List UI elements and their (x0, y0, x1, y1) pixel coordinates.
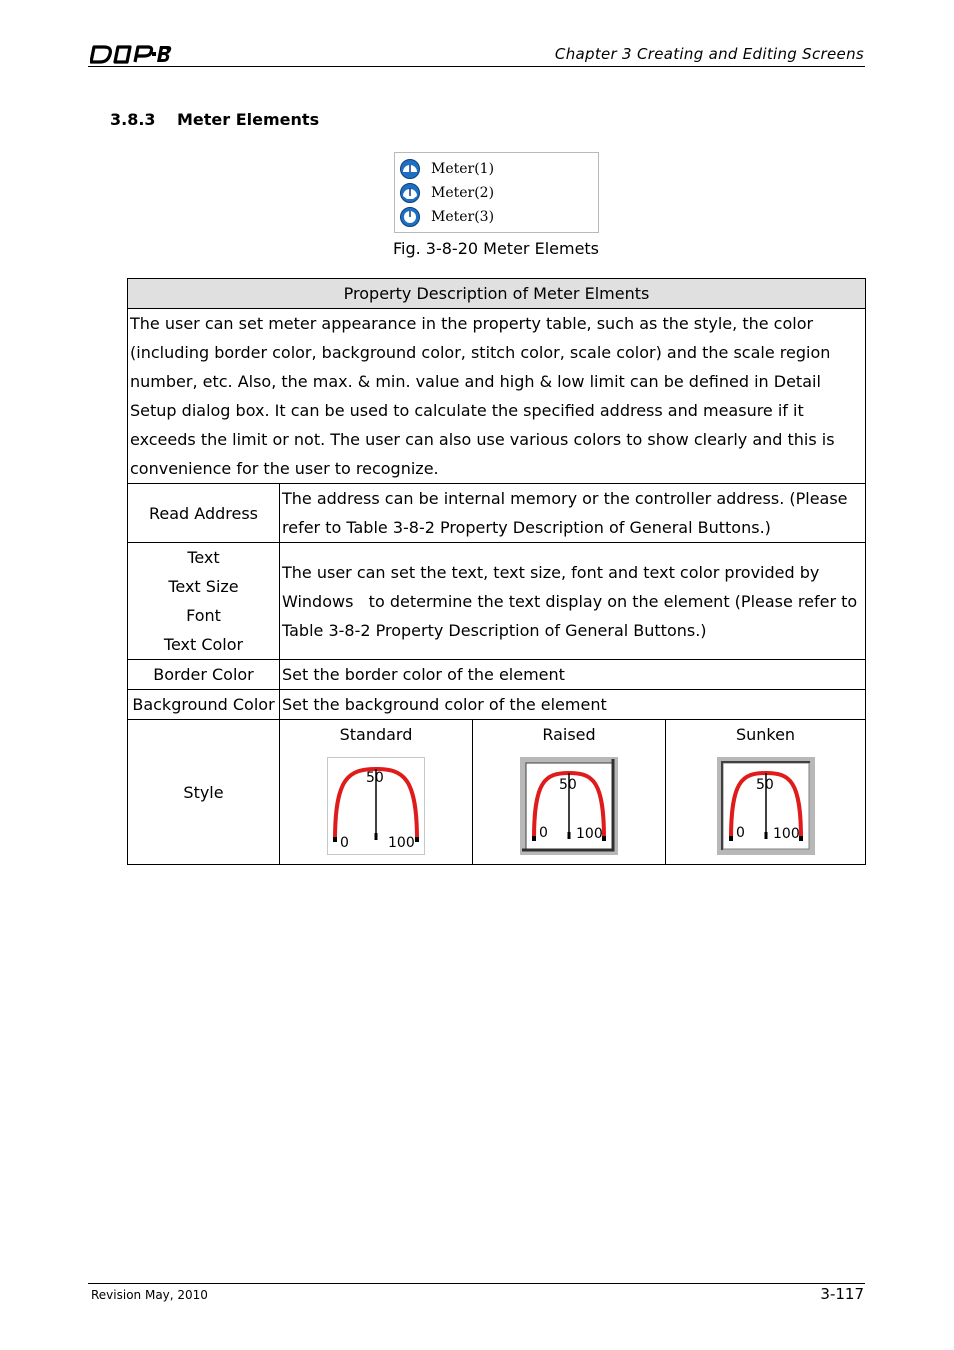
label-line: Text Size (168, 577, 239, 596)
menu-item-label: Meter(1) (431, 161, 495, 177)
revision-date: Revision May, 2010 (91, 1288, 208, 1302)
meter-max-label: 100 (388, 835, 415, 851)
label-line: Text (187, 548, 220, 567)
menu-item-label: Meter(3) (431, 209, 495, 225)
row-label: Read Address (128, 484, 280, 543)
row-description: Set the background color of the element (280, 690, 866, 720)
table-row (128, 484, 866, 543)
style-name: Standard (339, 725, 413, 744)
meter-mid-label: 50 (366, 770, 384, 786)
meter-min-label: 0 (539, 825, 548, 841)
style-option-raised (473, 720, 666, 865)
row-description: Set the border color of the element (280, 660, 866, 690)
label-line: Text Color (163, 635, 244, 654)
style-option-sunken (666, 720, 866, 865)
section-number: 3.8.3 (110, 110, 156, 129)
figure-caption: Fig. 3-8-20 Meter Elemets (392, 239, 600, 258)
meter-max-label: 100 (772, 826, 800, 842)
row-label: Background Color (128, 690, 280, 720)
meter-2-icon (399, 182, 421, 204)
menu-item-meter-2[interactable] (399, 182, 494, 204)
header-divider (88, 66, 865, 67)
row-label: Style (128, 720, 280, 865)
table-title: Property Description of Meter Elments (128, 279, 866, 309)
section-heading (110, 110, 319, 129)
row-description: The user can set the text, text size, font and text color provided by Windows to determine the text display on the element (Please refer to Table 3-8-2 Property Description of General Buttons.) (280, 543, 866, 660)
meter-mid-label: 50 (559, 777, 577, 793)
table-row (128, 660, 866, 690)
meter-mid-label: 50 (755, 777, 774, 793)
table-intro: The user can set meter appearance in the property table, such as the style, the color (including border color, background color, stitch color, scale color) and the scale region number, etc. Also, the max. & min. value and high & low limit can be defined in Detail Setup dialog box. It can be used to calculate the specified address and measure if it exceeds the limit or not. The user can also use various colors to show clearly and this is convenience for the user to recognize. (128, 309, 866, 484)
style-name: Raised (542, 725, 596, 744)
meter-raised-preview (520, 757, 618, 855)
menu-item-meter-1[interactable] (399, 158, 494, 180)
meter-min-label: 0 (735, 825, 745, 841)
meter-sunken-preview (717, 757, 815, 855)
property-table (127, 278, 866, 865)
meter-menu (394, 152, 599, 233)
menu-item-meter-3[interactable] (399, 206, 494, 228)
table-row (128, 543, 866, 660)
table-row (128, 690, 866, 720)
section-title: Meter Elements (177, 110, 320, 129)
dop-b-logo (90, 42, 172, 66)
style-option-standard (280, 720, 473, 865)
table-row (128, 720, 866, 865)
style-name: Sunken (735, 725, 796, 744)
row-description: The address can be internal memory or the controller address. (Please refer to Table 3-8-2 Property Description of General Buttons.) (280, 484, 866, 543)
meter-3-icon (399, 206, 421, 228)
label-line: Font (186, 606, 221, 625)
row-label (128, 543, 280, 660)
chapter-title: Chapter 3 Creating and Editing Screens (554, 45, 864, 63)
meter-max-label: 100 (576, 826, 603, 842)
meter-standard-preview (327, 757, 425, 855)
meter-1-icon (399, 158, 421, 180)
meter-min-label: 0 (340, 835, 349, 851)
page-number: 3-117 (820, 1285, 864, 1303)
footer-divider (88, 1283, 865, 1284)
menu-item-label: Meter(2) (431, 185, 495, 201)
row-label: Border Color (128, 660, 280, 690)
